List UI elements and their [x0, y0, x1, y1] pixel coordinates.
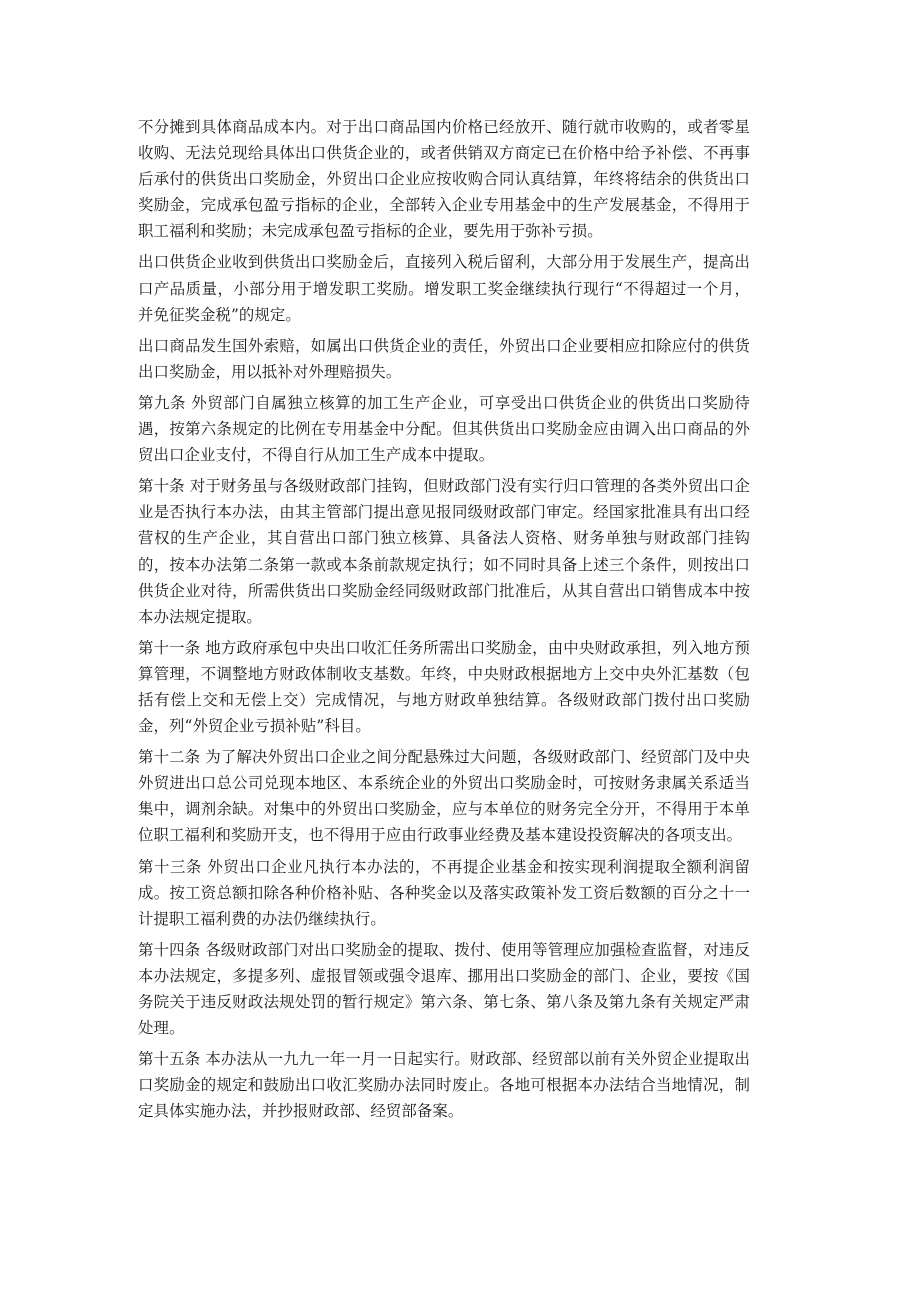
article-9: 第九条 外贸部门自属独立核算的加工生产企业，可享受出口供货企业的供货出口奖励待遇，按第六条规定的比例在专用基金中分配。但其供货出口奖励金应由调入出口商品的外贸出口企业支付，不得自行从加工生产成本中提取。	[138, 393, 750, 465]
paragraph-supplier-bonus-use: 出口供货企业收到供货出口奖励金后，直接列入税后留利，大部分用于发展生产，提高出口产品质量，小部分用于增发职工奖励。增发职工奖金继续执行现行“不得超过一个月，并免征奖金税”的规定。	[138, 253, 750, 324]
article-11: 第十一条 地方政府承包中央出口收汇任务所需出口奖励金，由中央财政承担，列入地方预算管理，不调整地方财政体制收支基数。年终，中央财政根据地方上交中央外汇基数（包括有偿上交和无偿上交）完成情况，与地方财政单独结算。各级财政部门拨付出口奖励金，列“外贸企业亏损补贴”科目。	[138, 638, 750, 736]
paragraph-continuation: 不分摊到具体商品成本内。对于出口商品国内价格已经放开、随行就市收购的，或者零星收购、无法兑现给具体出口供货企业的，或者供销双方商定已在价格中给予补偿、不再事后承付的供货出口奖励金，外贸出口企业应按收购合同认真结算，年终将结余的供货出口奖励金，完成承包盈亏指标的企业，全部转入企业专用基金中的生产发展基金，不得用于职工福利和奖励；未完成承包盈亏指标的企业，要先用于弥补亏损。	[138, 118, 750, 241]
paragraph-foreign-claims: 出口商品发生国外索赔，如属出口供货企业的责任，外贸出口企业要相应扣除应付的供货出口奖励金，用以抵补对外理赔损失。	[138, 336, 750, 381]
article-15: 第十五条 本办法从一九九一年一月一日起实行。财政部、经贸部以前有关外贸企业提取出口奖励金的规定和鼓励出口收汇奖励办法同时废止。各地可根据本办法结合当地情况，制定具体实施办法，并抄报财政部、经贸部备案。	[138, 1050, 750, 1121]
article-13: 第十三条 外贸出口企业凡执行本办法的，不再提企业基金和按实现利润提取全额利润留成。按工资总额扣除各种价格补贴、各种奖金以及落实政策补发工资后数额的百分之十一计提职工福利费的办法仍继续执行。	[138, 857, 750, 928]
article-12: 第十二条 为了解决外贸出口企业之间分配悬殊过大问题，各级财政部门、经贸部门及中央外贸进出口总公司兑现本地区、本系统企业的外贸出口奖励金时，可按财务隶属关系适当集中，调剂余缺。对集中的外贸出口奖励金，应与本单位的财务完全分开，不得用于本单位职工福利和奖励开支，也不得用于应由行政事业经费及基本建设投资解决的各项支出。	[138, 748, 750, 845]
article-14: 第十四条 各级财政部门对出口奖励金的提取、拨付、使用等管理应加强检查监督，对违反本办法规定，多提多列、虚报冒领或强令退库、挪用出口奖励金的部门、企业，要按《国务院关于违反财政法规处罚的暂行规定》第六条、第七条、第八条及第九条有关规定严肃处理。	[138, 940, 750, 1038]
article-10: 第十条 对于财务虽与各级财政部门挂钩，但财政部门没有实行归口管理的各类外贸出口企业是否执行本办法，由其主管部门提出意见报同级财政部门审定。经国家批准具有出口经营权的生产企业，其自营出口部门独立核算、具备法人资格、财务单独与财政部门挂钩的，按本办法第二条第一款或本条前款规定执行；如不同时具备上述三个条件，则按出口供货企业对待，所需供货出口奖励金经同级财政部门批准后，从其自营出口销售成本中按本办法规定提取。	[138, 477, 750, 626]
document-page	[138, 114, 750, 1129]
